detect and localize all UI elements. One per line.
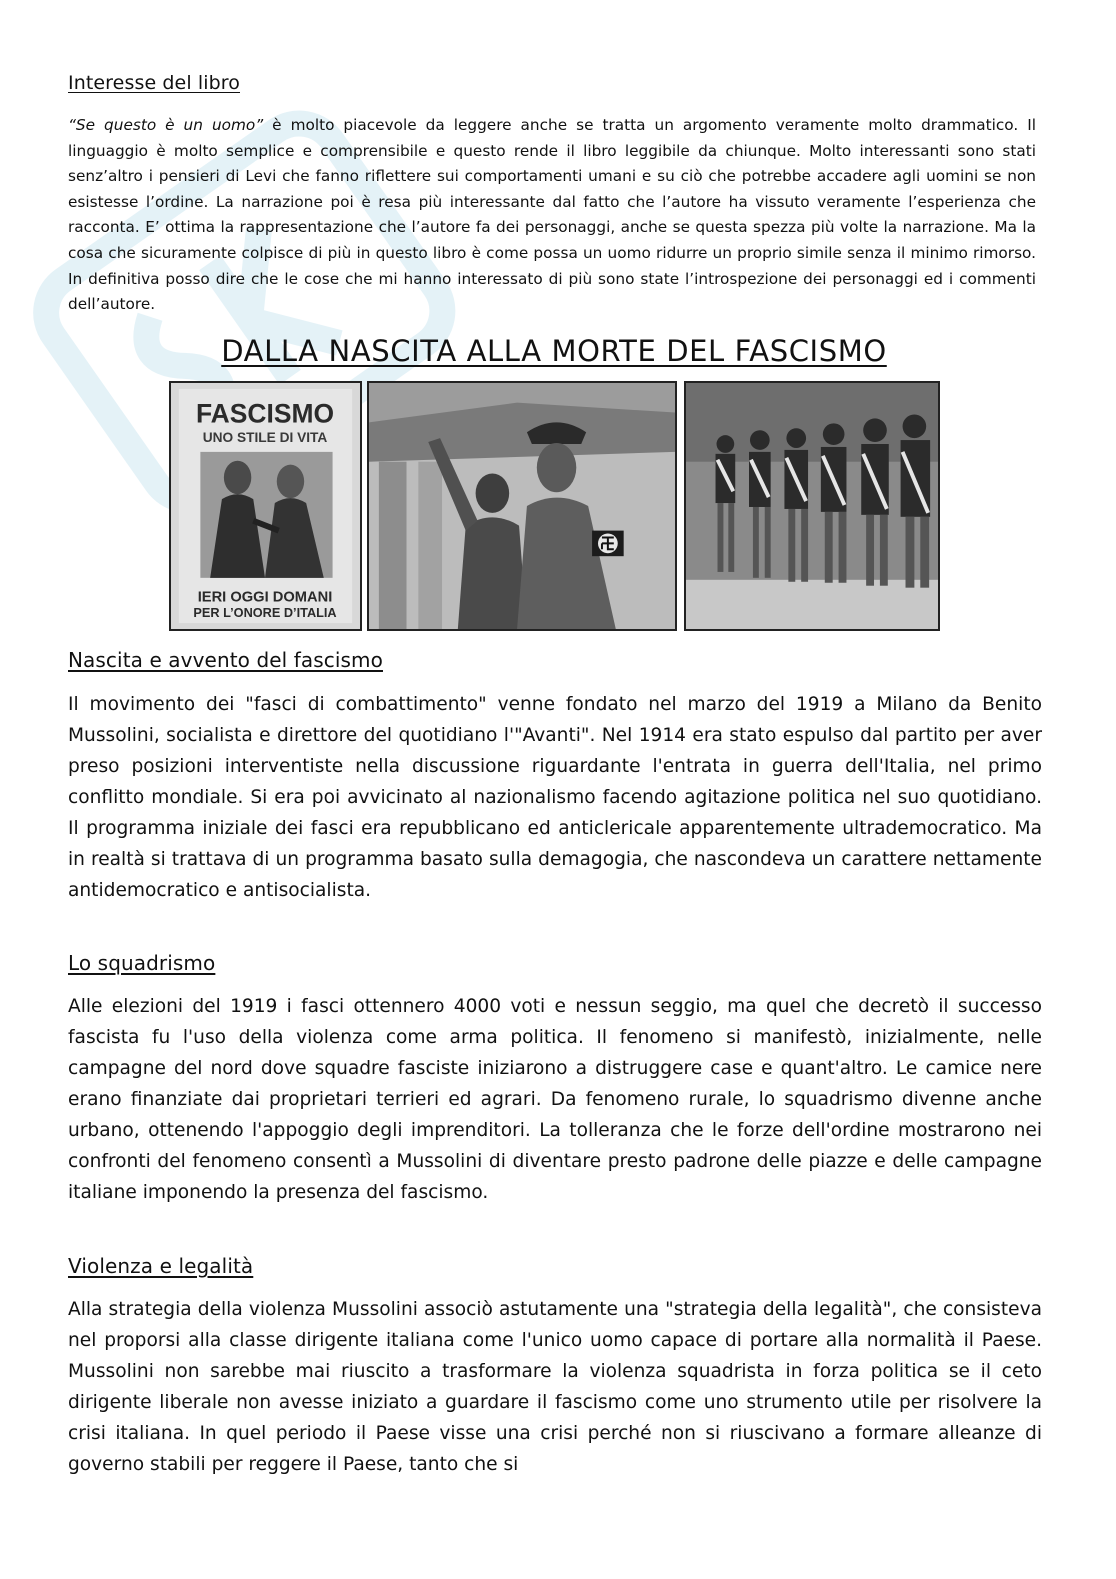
poster-subtitle: UNO STILE DI VITA [202, 430, 328, 446]
section-text-squadrismo: Alle elezioni del 1919 i fasci ottennero 4000 voti e nessun seggio, ma quel che decretò il successo fascista fu l'uso della violenza come arma politica. Il fenomeno si manifestò, inizialmente, nelle campagne del nord dove squadre fasciste iniziarono a distruggere case e quant'altro. Le camice nere erano finanziate dai proprietari terrieri ed agrari. Da fenomeno rurale, lo squadrismo divenne anche urbano, ottenendo l'appoggio degli imprenditori. La tolleranza che le forze dell'ordine mostrarono nei confronti del fenomeno consentì a Mussolini di diventare presto padrone delle piazze e delle campagne italiane imponendo la presenza del fascismo. [68, 996, 1042, 1203]
intro-paragraph [68, 113, 1036, 318]
mussolini-hitler-photo [367, 381, 677, 631]
intro-paragraph-text: è molto piacevole da leggere anche se tratta un argomento veramente molto drammatico. Il linguaggio è molto semplice e comprensibile e questo rende il libro leggibile da chiunque. Molto interessanti sono stati senz’altro i pensieri di Levi che fanno riflettere sui comportamenti umani e su ciò che potrebbe accadere agli uomini se non esistesse l’ordine. La narrazione poi è resa più interessante dal fatto che l’autore ha vissuto veramente l’esperienza che racconta. E’ ottima la rappresentazione che l’autore fa dei personaggi, anche se questa spezza più volte la narrazione. Ma la cosa che sicuramente colpisce di più in questo libro è come possa un uomo ridurre un proprio simile senza il minimo rimorso. In definitiva posso dire che le cose che mi hanno interessato di più sono state l’introspezione dei personaggi ed i commenti dell’autore. [68, 116, 1036, 314]
section-text-nascita: Il movimento dei "fasci di combattimento" venne fondato nel marzo del 1919 a Milano da Benito Mussolini, socialista e direttore del quotidiano l'"Avanti". Nel 1914 era stato espulso dal partito per aver preso posizioni interventiste nella discussione riguardante l'entrata in guerra dell'Italia, nel primo conflitto mondiale. Si era poi avvicinato al nazionalismo facendo agitazione politica nel suo quotidiano. Il programma iniziale dei fasci era repubblicano ed anticlericale apparentemente ultrademocratico. Ma in realtà si trattava di un programma basato sulla demagogia, che nascondeva un carattere nettamente antidemocratico e antisocialista. [68, 694, 1042, 901]
main-title: DALLA NASCITA ALLA MORTE DEL FASCISMO [221, 334, 887, 368]
section-text-violenza: Alla strategia della violenza Mussolini associò astutamente una "strategia della legalità", che consisteva nel proporsi alla classe dirigente italiana come l'unico uomo capace di portare alla normalità il Paese. Mussolini non sarebbe mai riuscito a trasformare la violenza squadrista in forza politica se il ceto dirigente liberale non avesse iniziato a guardare il fascismo come uno strumento utile per risolvere la crisi italiana. In quel periodo il Paese visse una crisi perché non si riuscivano a formare alleanze di governo stabili per reggere il Paese, tanto che si [68, 1299, 1042, 1475]
section-heading-interest: Interesse del libro [68, 72, 240, 94]
section-heading-nascita: Nascita e avvento del fascismo [68, 648, 383, 672]
section-heading-squadrismo: Lo squadrismo [68, 951, 216, 975]
marching-children-photo [684, 381, 940, 631]
poster-title: FASCISMO [195, 398, 335, 429]
poster-bottom-line1: IERI OGGI DOMANI [197, 589, 333, 606]
poster-image [169, 381, 362, 631]
book-title-quote: “Se questo è un uomo” [68, 116, 264, 134]
poster-bottom-line2: PER L’ONORE D’ITALIA [193, 605, 337, 621]
section-heading-violenza: Violenza e legalità [68, 1254, 254, 1278]
